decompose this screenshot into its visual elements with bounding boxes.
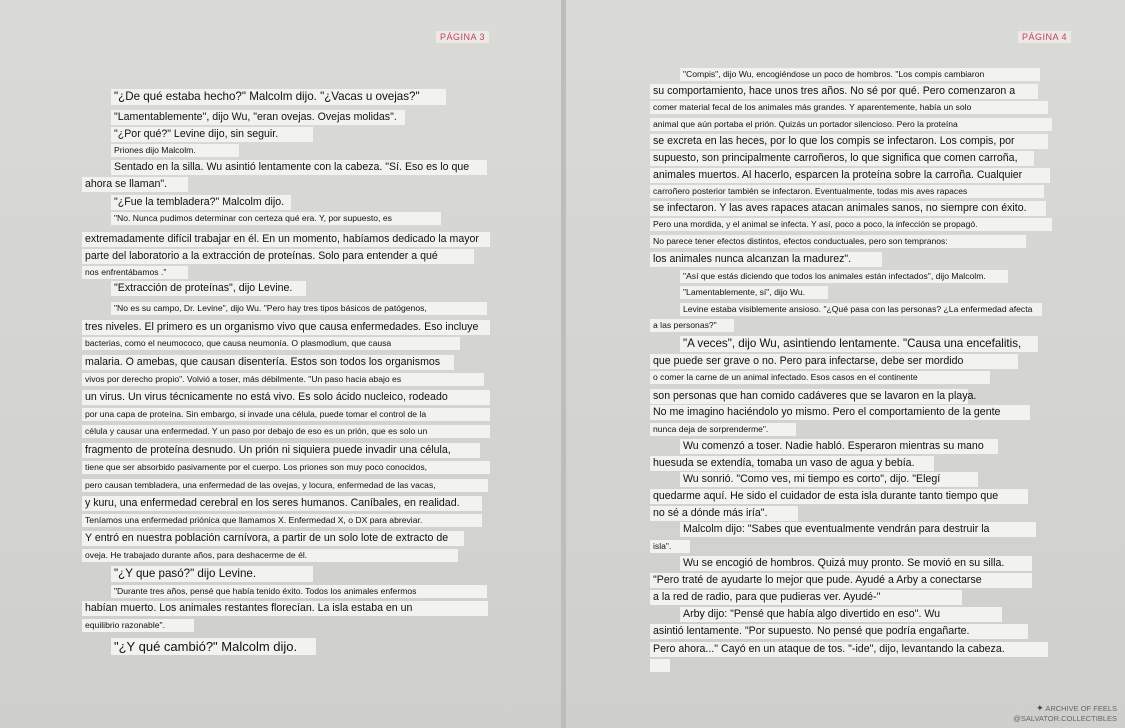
text-line-left: "Durante tres años, pensé que había tenido éxito. Todos los animales enfermos	[111, 585, 487, 598]
text-line-right: isla".	[650, 540, 690, 553]
text-line-right: Pero una mordida, y el animal se infecta. Y así, poco a poco, la infección se propagó.	[650, 218, 1052, 231]
text-line-right: Wu comenzó a toser. Nadie habló. Esperaron mientras su mano	[680, 439, 998, 454]
text-line-left: por una capa de proteína. Sin embargo, si invade una célula, puede tomar el control de la	[82, 408, 490, 421]
text-line-right: son personas que han comido cadáveres que se lavaron en la playa.	[650, 389, 968, 404]
page-number-right: PÁGINA 4	[1018, 31, 1071, 43]
text-line-left: fragmento de proteína desnudo. Un prión ni siquiera puede invadir una célula,	[82, 443, 480, 458]
text-line-left: Sentado en la silla. Wu asintió lentamente con la cabeza. "Sí. Eso es lo que	[111, 160, 487, 175]
text-line-left: "Extracción de proteínas", dijo Levine.	[111, 281, 306, 296]
text-line-right: animales muertos. Al hacerlo, esparcen la proteína sobre la carroña. Cualquier	[650, 168, 1050, 183]
text-line-left: tiene que ser absorbido pasivamente por el cuerpo. Los priones son muy poco conocidos,	[82, 461, 490, 474]
footer-handle: ARCHIVE OF FEELS	[1045, 704, 1117, 713]
text-line-left: célula y causar una enfermedad. Y un paso por debajo de eso es un prión, que es solo un	[82, 425, 490, 438]
text-line-right: "Lamentablemente, sí", dijo Wu.	[680, 286, 828, 299]
text-line-right: "A veces", dijo Wu, asintiendo lentamente. "Causa una encefalitis,	[680, 336, 1038, 352]
text-line-left: malaria. O amebas, que causan disentería. Estos son todos los organismos	[82, 355, 454, 370]
text-line-left: Priones dijo Malcolm.	[111, 144, 239, 157]
text-line-left: oveja. He trabajado durante años, para deshacerme de él.	[82, 549, 458, 562]
page-left	[0, 0, 561, 728]
text-line-left: bacterias, como el neumococo, que causa neumonía. O plasmodium, que causa	[82, 337, 460, 350]
text-line-right: "Compis", dijo Wu, encogiéndose un poco de hombros. "Los compis cambiaron	[680, 68, 1040, 81]
text-line-right: Wu se encogió de hombros. Quizá muy pronto. Se movió en su silla.	[680, 556, 1032, 571]
text-line-left: un virus. Un virus técnicamente no está vivo. Es solo ácido nucleico, rodeado	[82, 390, 490, 405]
text-line-right: asintió lentamente. "Por supuesto. No pensé que podría engañarte.	[650, 624, 1028, 639]
text-line-right: se excreta en las heces, por lo que los compis se infectaron. Los compis, por	[650, 134, 1048, 149]
footer-credits	[1013, 703, 1117, 724]
text-line-right: no sé a dónde más iría".	[650, 506, 798, 521]
text-line-left: habían muerto. Los animales restantes florecían. La isla estaba en un	[82, 601, 488, 616]
text-line-right: o comer la carne de un animal infectado. Esos casos en el continente	[650, 371, 990, 384]
text-line-left: pero causan tembladera, una enfermedad de las ovejas, y locura, enfermedad de las vacas,	[82, 479, 488, 492]
text-line-right: animal que aún portaba el prión. Quizás un portador silencioso. Pero la proteína	[650, 118, 1052, 131]
text-line-left: "¿De qué estaba hecho?" Malcolm dijo. "¿Vacas u ovejas?"	[111, 89, 446, 105]
footer-watermark: @SALVATOR.COLLECTIBLES	[1013, 714, 1117, 723]
text-line-right: No parece tener efectos distintos, efectos conductuales, pero son tempranos:	[650, 235, 1026, 248]
text-line-right: "Así que estás diciendo que todos los animales están infectados", dijo Malcolm.	[680, 270, 1008, 283]
text-line-left: "¿Por qué?" Levine dijo, sin seguir.	[111, 127, 313, 142]
text-line-right: No me imagino haciéndolo yo mismo. Pero el comportamiento de la gente	[650, 405, 1030, 420]
text-line-right: carroñero posterior también se infectaron. Eventualmente, todas mis aves rapaces	[650, 185, 1044, 198]
text-line-left: vivos por derecho propio". Volvió a toser, más débilmente. "Un paso hacia abajo es	[82, 373, 484, 386]
text-line-left: nos enfrentábamos ."	[82, 266, 188, 279]
text-line-right: nunca deja de sorprenderme".	[650, 423, 796, 436]
text-line-right: se infectaron. Y las aves rapaces atacan animales sanos, no siempre con éxito.	[650, 201, 1046, 216]
text-line-right: huesuda se extendía, tomaba un vaso de agua y bebía.	[650, 456, 934, 471]
text-line-right: Levine estaba visiblemente ansioso. "¿Qué pasa con las personas? ¿La enfermedad afecta	[680, 303, 1042, 316]
text-line-left: parte del laboratorio a la extracción de proteínas. Solo para entender a qué	[82, 249, 474, 264]
text-line-right: los animales nunca alcanzan la madurez".	[650, 252, 882, 267]
text-line-right: "Pero traté de ayudarte lo mejor que pude. Ayudé a Arby a conectarse	[650, 573, 1032, 588]
text-line-right: Arby dijo: "Pensé que había algo divertido en eso". Wu	[680, 607, 1002, 622]
text-line-left: Y entró en nuestra población carnívora, a partir de un solo lote de extracto de	[82, 531, 464, 546]
text-line-left: "¿Y que pasó?" dijo Levine.	[111, 566, 313, 582]
text-line-left: "¿Fue la tembladera?" Malcolm dijo.	[111, 195, 291, 210]
text-line-right: que puede ser grave o no. Pero para infectarse, debe ser mordido	[650, 354, 1018, 369]
text-line-right: Pero ahora..." Cayó en un ataque de tos. "-ide", dijo, levantando la cabeza.	[650, 642, 1048, 657]
text-line-right: a la red de radio, para que pudieras ver. Ayudé-"	[650, 590, 962, 605]
text-line-right: a las personas?"	[650, 319, 734, 332]
text-line-left: y kuru, una enfermedad cerebral en los seres humanos. Caníbales, en realidad.	[82, 496, 482, 511]
text-line-right: su comportamiento, hace unos tres años. No sé por qué. Pero comenzaron a	[650, 84, 1038, 99]
text-line-left: "No es su campo, Dr. Levine", dijo Wu. "Pero hay tres tipos básicos de patógenos,	[111, 302, 487, 315]
text-line-left: "No. Nunca pudimos determinar con certeza qué era. Y, por supuesto, es	[111, 212, 441, 225]
text-line-left: ahora se llaman".	[82, 177, 188, 192]
text-line-right: comer material fecal de los animales más grandes. Y aparentemente, había un solo	[650, 101, 1048, 114]
page-right	[566, 0, 1125, 728]
text-line-right: Wu sonrió. "Como ves, mi tiempo es corto", dijo. "Elegí	[680, 472, 978, 487]
text-line-left: equilibrio razonable".	[82, 619, 194, 632]
text-line-left: extremadamente difícil trabajar en él. En un momento, habíamos dedicado la mayor	[82, 232, 490, 247]
text-line-left: "Lamentablemente", dijo Wu, "eran ovejas. Ovejas molidas".	[111, 110, 405, 125]
text-line-right: quedarme aquí. He sido el cuidador de esta isla durante tanto tiempo que	[650, 489, 1028, 504]
text-line-right	[650, 659, 670, 672]
text-line-left: Teníamos una enfermedad priónica que llamamos X. Enfermedad X, o DX para abreviar.	[82, 514, 482, 527]
twitter-icon: ✦	[1036, 703, 1044, 713]
text-line-right: Malcolm dijo: "Sabes que eventualmente vendrán para destruir la	[680, 522, 1036, 537]
text-line-left: tres niveles. El primero es un organismo vivo que causa enfermedades. Eso incluye	[82, 320, 490, 335]
page-number-left: PÁGINA 3	[436, 31, 489, 43]
text-line-right: supuesto, son principalmente carroñeros, lo que significa que comen carroña,	[650, 151, 1034, 166]
text-line-left: "¿Y qué cambió?" Malcolm dijo.	[111, 638, 316, 655]
